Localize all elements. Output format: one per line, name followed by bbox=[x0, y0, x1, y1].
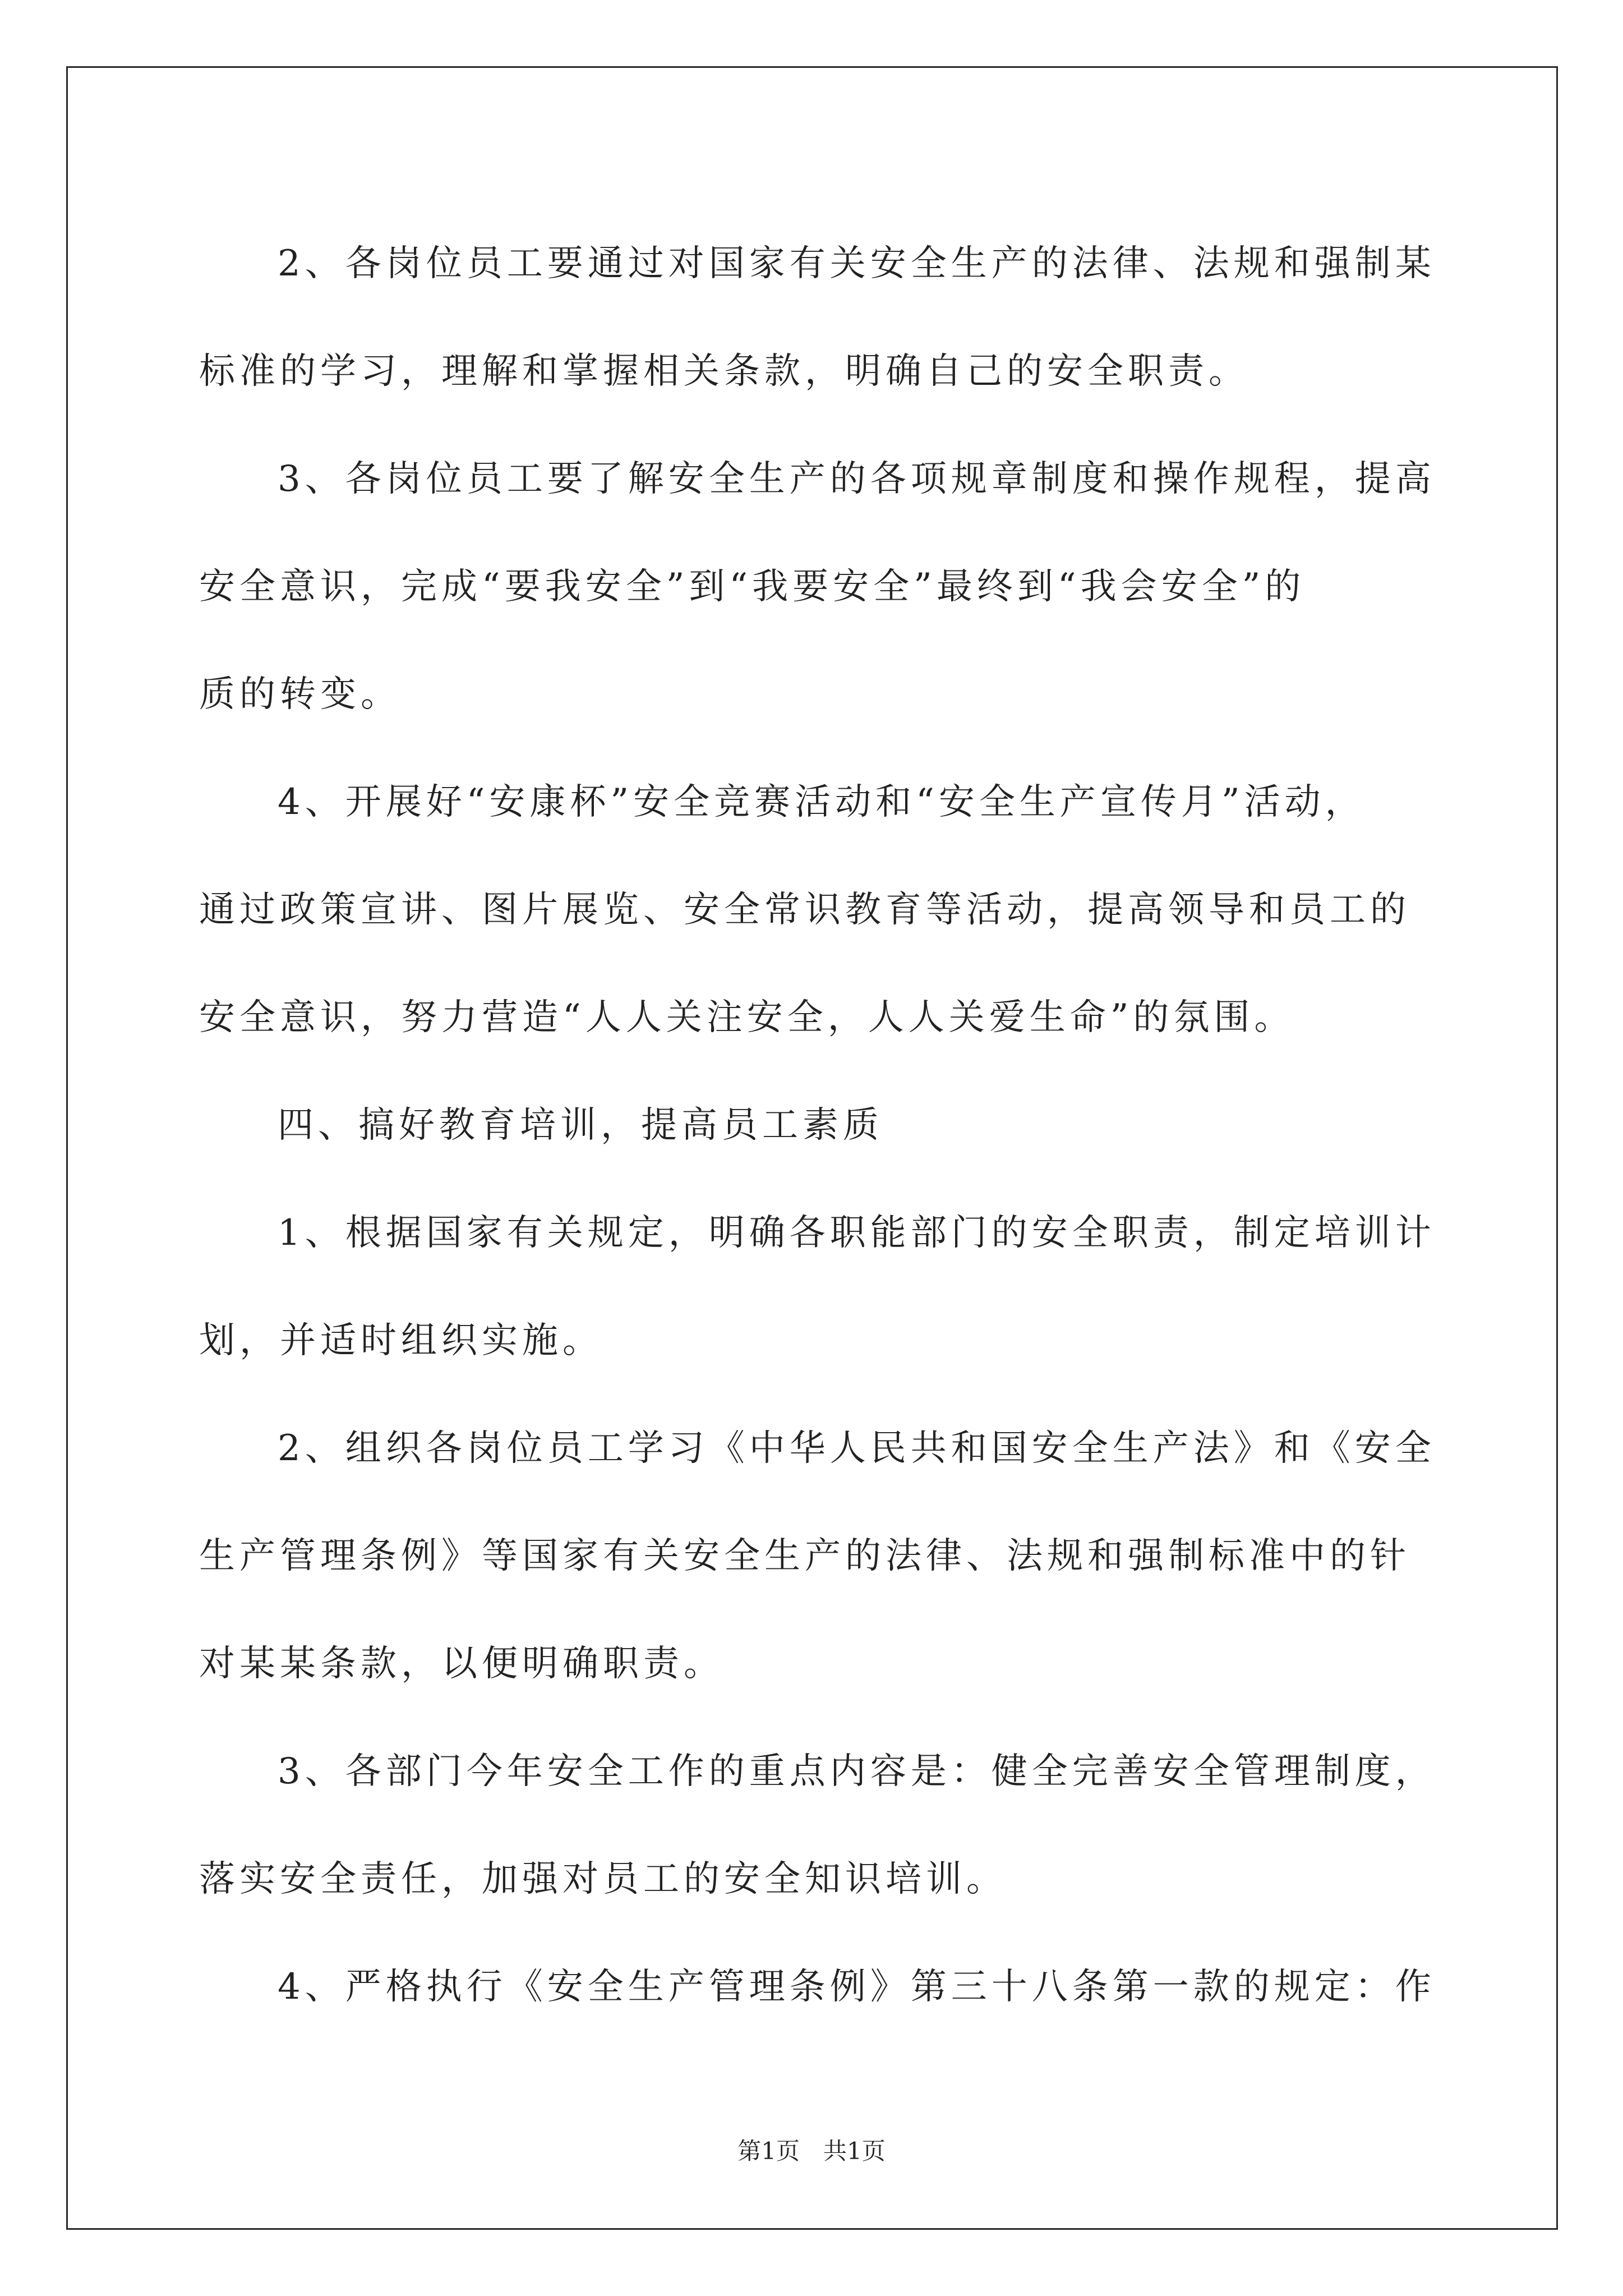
paragraph-line: 3、各部门今年安全工作的重点内容是：健全完善安全管理制度， bbox=[278, 1751, 1436, 1792]
paragraph-6 bbox=[199, 1395, 1436, 1718]
paragraph-line: 2、组织各岗位员工学习《中华人民共和国安全生产法》和《安全 bbox=[278, 1428, 1436, 1469]
section-heading bbox=[199, 1071, 1427, 1179]
paragraph-line: 4、严格执行《安全生产管理条例》第三十八条第一款的规定：作 bbox=[278, 1966, 1436, 2008]
paragraph-3 bbox=[199, 748, 1427, 1071]
paragraph-line: 2、各岗位员工要通过对国家有关安全生产的法律、法规和强制某 bbox=[278, 243, 1436, 284]
paragraph-7 bbox=[199, 1718, 1436, 1933]
paragraph-2 bbox=[199, 425, 1436, 748]
paragraph-line: 通过政策宣讲、图片展览、安全常识教育等活动，提高领导和员工的 bbox=[199, 889, 1410, 931]
page-footer bbox=[0, 2134, 1623, 2168]
paragraph-line: 标准的学习，理解和掌握相关条款，明确自己的安全职责。 bbox=[199, 351, 1249, 392]
paragraph-line: 生产管理条例》等国家有关安全生产的法律、法规和强制标准中的针 bbox=[199, 1535, 1410, 1577]
document-body bbox=[199, 210, 1436, 2041]
paragraph-line: 落实安全责任，加强对员工的安全知识培训。 bbox=[199, 1858, 1007, 1900]
paragraph-line: 对某某条款，以便明确职责。 bbox=[199, 1643, 724, 1685]
paragraph-line: 安全意识，完成“要我安全”到“我要安全”最终到“我会安全”的 bbox=[199, 566, 1306, 608]
paragraph-line: 质的转变。 bbox=[199, 674, 401, 715]
paragraph-line: 划，并适时组织实施。 bbox=[199, 1320, 603, 1361]
paragraph-line: 1、根据国家有关规定，明确各职能部门的安全职责，制定培训计 bbox=[278, 1212, 1436, 1254]
paragraph-1 bbox=[199, 210, 1436, 425]
paragraph-line: 安全意识，努力营造“人人关注安全，人人关爱生命”的氛围。 bbox=[199, 997, 1295, 1038]
paragraph-line: 4、开展好“安康杯”安全竞赛活动和“安全生产宣传月”活动， bbox=[278, 781, 1366, 823]
paragraph-5 bbox=[199, 1179, 1436, 1395]
paragraph-8 bbox=[199, 1933, 1436, 2041]
section-heading-text: 四、搞好教育培训，提高员工素质 bbox=[278, 1105, 883, 1146]
page-number-label: 第1页 共1页 bbox=[737, 2137, 886, 2165]
paragraph-line: 3、各岗位员工要了解安全生产的各项规章制度和操作规程，提高 bbox=[278, 458, 1436, 500]
